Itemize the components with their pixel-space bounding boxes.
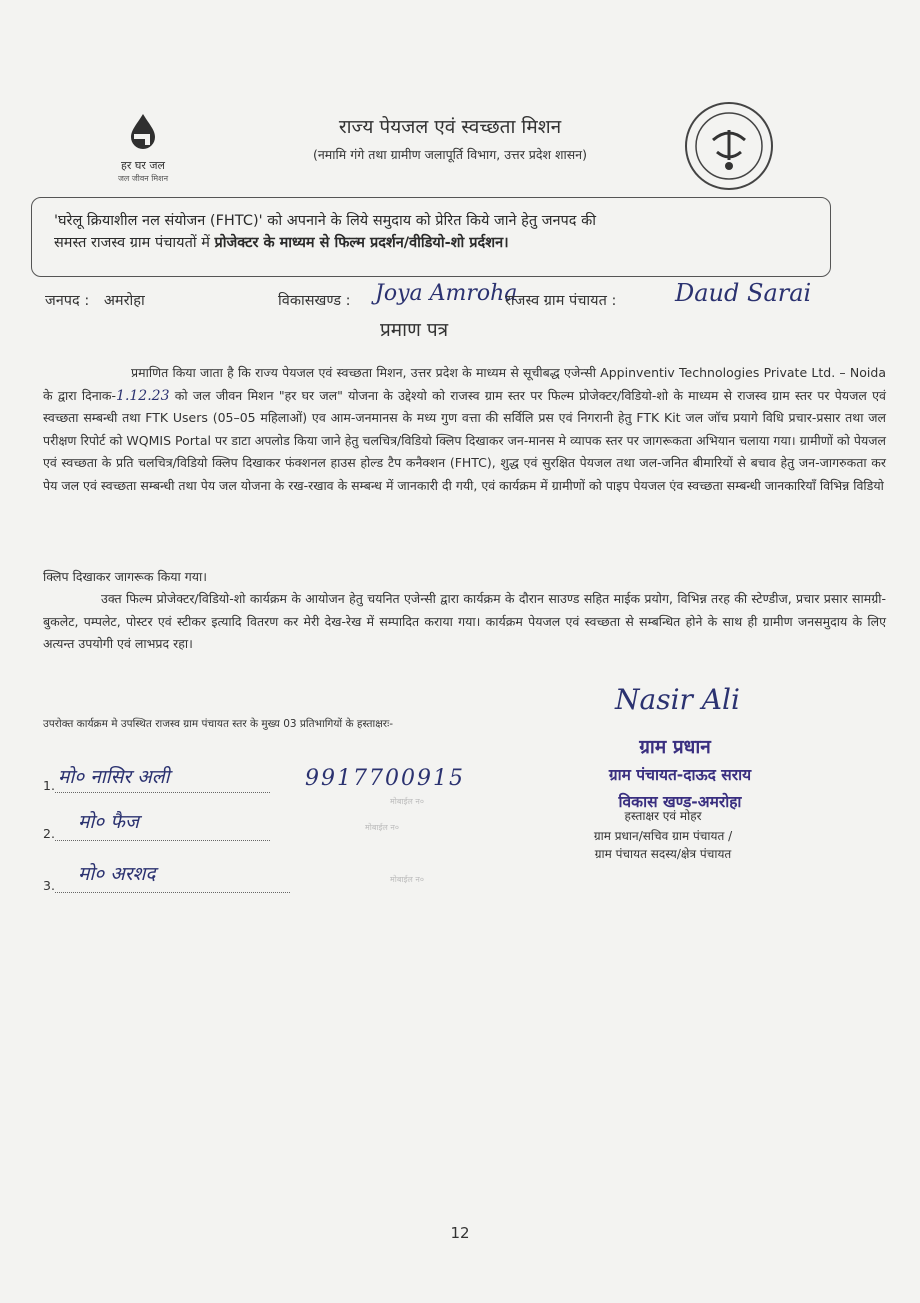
stamp-line-1: ग्राम प्रधान bbox=[639, 736, 711, 758]
body-paragraph-1-end: क्लिप दिखाकर जागरूक किया गया। bbox=[43, 569, 208, 584]
participant-row-2 bbox=[43, 826, 55, 841]
banner-line-2-prefix: समस्त राजस्व ग्राम पंचायतों में bbox=[54, 235, 215, 251]
participant-phone-1: 9917700915 bbox=[305, 766, 465, 791]
sign-label: हस्ताक्षर एवं मोहर bbox=[624, 809, 702, 823]
banner-line-1: 'घरेलू क्रियाशील नल संयोजन (FHTC)' को अपनाने के लिये समुदाय को प्रेरित किये जाने हेतु जनपद की bbox=[54, 213, 596, 229]
block-label: विकासखण्ड : bbox=[278, 293, 351, 309]
pradhan-signature: Nasir Ali bbox=[615, 683, 740, 716]
program-banner bbox=[31, 197, 831, 277]
program-date: 1.12.23 bbox=[116, 387, 170, 404]
participant-row-1 bbox=[43, 778, 55, 793]
logo-text-2: जल जीवन मिशन bbox=[117, 174, 169, 183]
participant-number: 3. bbox=[43, 878, 55, 893]
participant-number: 1. bbox=[43, 778, 55, 793]
signature-line bbox=[55, 840, 270, 841]
banner-line-2-bold: प्रोजेक्टर के माध्यम से फिल्म प्रदर्शन/वीडियो-शो प्रर्दशन। bbox=[214, 235, 509, 251]
district-label: जनपद : bbox=[45, 293, 90, 309]
logo-text-1: हर घर जल bbox=[121, 159, 165, 172]
up-govt-seal bbox=[683, 100, 775, 192]
para1-part-a: प्रमाणित किया जाता है कि राज्य पेयजल एवं स्वच्छता मिशन, उत्तर प्रदेश के माध्यम से सूचीबद्ध एजेन्सी Appinventiv Technologies Private Ltd. – Noida के द्वारा दिनाक- bbox=[43, 365, 886, 403]
mobile-label-1: मोबाईल न० bbox=[390, 797, 424, 806]
body-paragraph-1 bbox=[43, 362, 886, 497]
designation-line-2: ग्राम पंचायत सदस्य/क्षेत्र पंचायत bbox=[594, 847, 732, 861]
jal-jeevan-logo bbox=[98, 112, 188, 184]
designation-line-1: ग्राम प्रधान/सचिव ग्राम पंचायत / bbox=[593, 829, 733, 843]
body-paragraph-2: उक्त फिल्म प्रोजेक्टर/विडियो-शो कार्यक्रम के आयोजन हेतु चयनित एजेन्सी द्वारा कार्यक्रम के दौरान साउण्ड सहित माईक प्रयोग, विभिन्न तरह की स्टेण्डीज, प्रचार प्रसार सामग्री-बुकलेट, पम्पलेट, पोस्टर एवं स्टीकर इत्यादि वितरण कर मेरी देख-रेख में सम्पादित कराया गया। कार्यक्रम पेयजल एवं स्वच्छता से सम्बन्धित होने के साथ ही ग्रामीण जनसमुदाय के लिए अत्यन्त उपयोगी एवं लाभप्रद रहा। bbox=[43, 591, 886, 651]
participant-signature-2: मो० फैज bbox=[78, 811, 139, 833]
page-title: राज्य पेयजल एवं स्वच्छता मिशन bbox=[338, 116, 562, 138]
panchayat-label: राजस्व ग्राम पंचायत : bbox=[505, 293, 617, 309]
para1-part-b: को जल जीवन मिशन "हर घर जल" योजना के उद्देश्यो को राजस्व ग्राम स्तर पर फिल्म प्रोजेक्टर/विडियो-शो के माध्यम से राजस्व ग्राम स्तर पर पेयजल एवं स्वच्छता सम्बन्धी तथा FTK Users (05–05 महिलाओं) एव आम-जनमानस के मध्य गुण वत्ता की सर्विलि प्रस एवं निगरानी हेतु FTK Kit जल जॉच प्रयागे विधि प्रचार-प्रसार तथा जल परीक्षण रिपोर्ट को WQMIS Portal पर डाटा अपलोड किया जाने हेतु चलचित्र/विडियो क्लिप दिखाकर जन-मानस मे व्यापक स्तर पर जागरूकता अभियान चलाया गया। ग्रामीणों को पेयजल एवं स्वच्छता के प्रति चलचित्र/विडियो क्लिप दिखाकर फंक्शनल हाउस होल्ड टैप कनैक्शन (FHTC), शुद्ध एवं सुरक्षित पेयजल तथा जल-जनित बीमारियों से बचाव हेतु जन-जागरुकता कर पेय जल एवं स्वच्छता सम्बन्धी तथा पेय जल योजना के रख-रखाव के सम्बन्ध में जानकारी दी गयी, एवं कार्यक्रम में ग्रामीणों को पाइप पेयजल एंव स्वच्छता सम्बन्धी जानकारियाँ विभिन्न विडियो bbox=[43, 387, 886, 493]
participant-signature-3: मो० अरशद bbox=[78, 863, 156, 885]
mobile-label-2: मोबाईल न० bbox=[365, 823, 399, 832]
participant-row-3 bbox=[43, 878, 55, 893]
stamp-line-3: विकास खण्ड-अमरोहा bbox=[618, 793, 742, 811]
participants-intro: उपरोक्त कार्यक्रम मे उपस्थित राजस्व ग्राम पंचायत स्तर के मुख्य 03 प्रतिभागियों के हस्ताक्षरः- bbox=[43, 718, 393, 730]
certificate-title: प्रमाण पत्र bbox=[380, 319, 449, 341]
district-value: अमरोहा bbox=[103, 293, 145, 309]
water-tap-icon bbox=[121, 112, 165, 152]
panchayat-value: Daud Sarai bbox=[675, 279, 812, 307]
banner-line-2 bbox=[54, 232, 816, 254]
participant-signature-1: मो० नासिर अली bbox=[58, 766, 170, 788]
page-subtitle: (नमामि गंगे तथा ग्रामीण जलापूर्ति विभाग, उत्तर प्रदेश शासन) bbox=[312, 147, 587, 162]
participant-number: 2. bbox=[43, 826, 55, 841]
mobile-label-3: मोबाईल न० bbox=[390, 875, 424, 884]
signature-line bbox=[55, 892, 290, 893]
page-number: 12 bbox=[450, 1224, 470, 1242]
signature-line bbox=[55, 792, 270, 793]
block-value: Joya Amroha bbox=[375, 281, 518, 306]
stamp-line-2: ग्राम पंचायत-दाऊद सराय bbox=[608, 766, 752, 784]
emblem-icon bbox=[683, 100, 775, 192]
district-field bbox=[45, 290, 145, 310]
